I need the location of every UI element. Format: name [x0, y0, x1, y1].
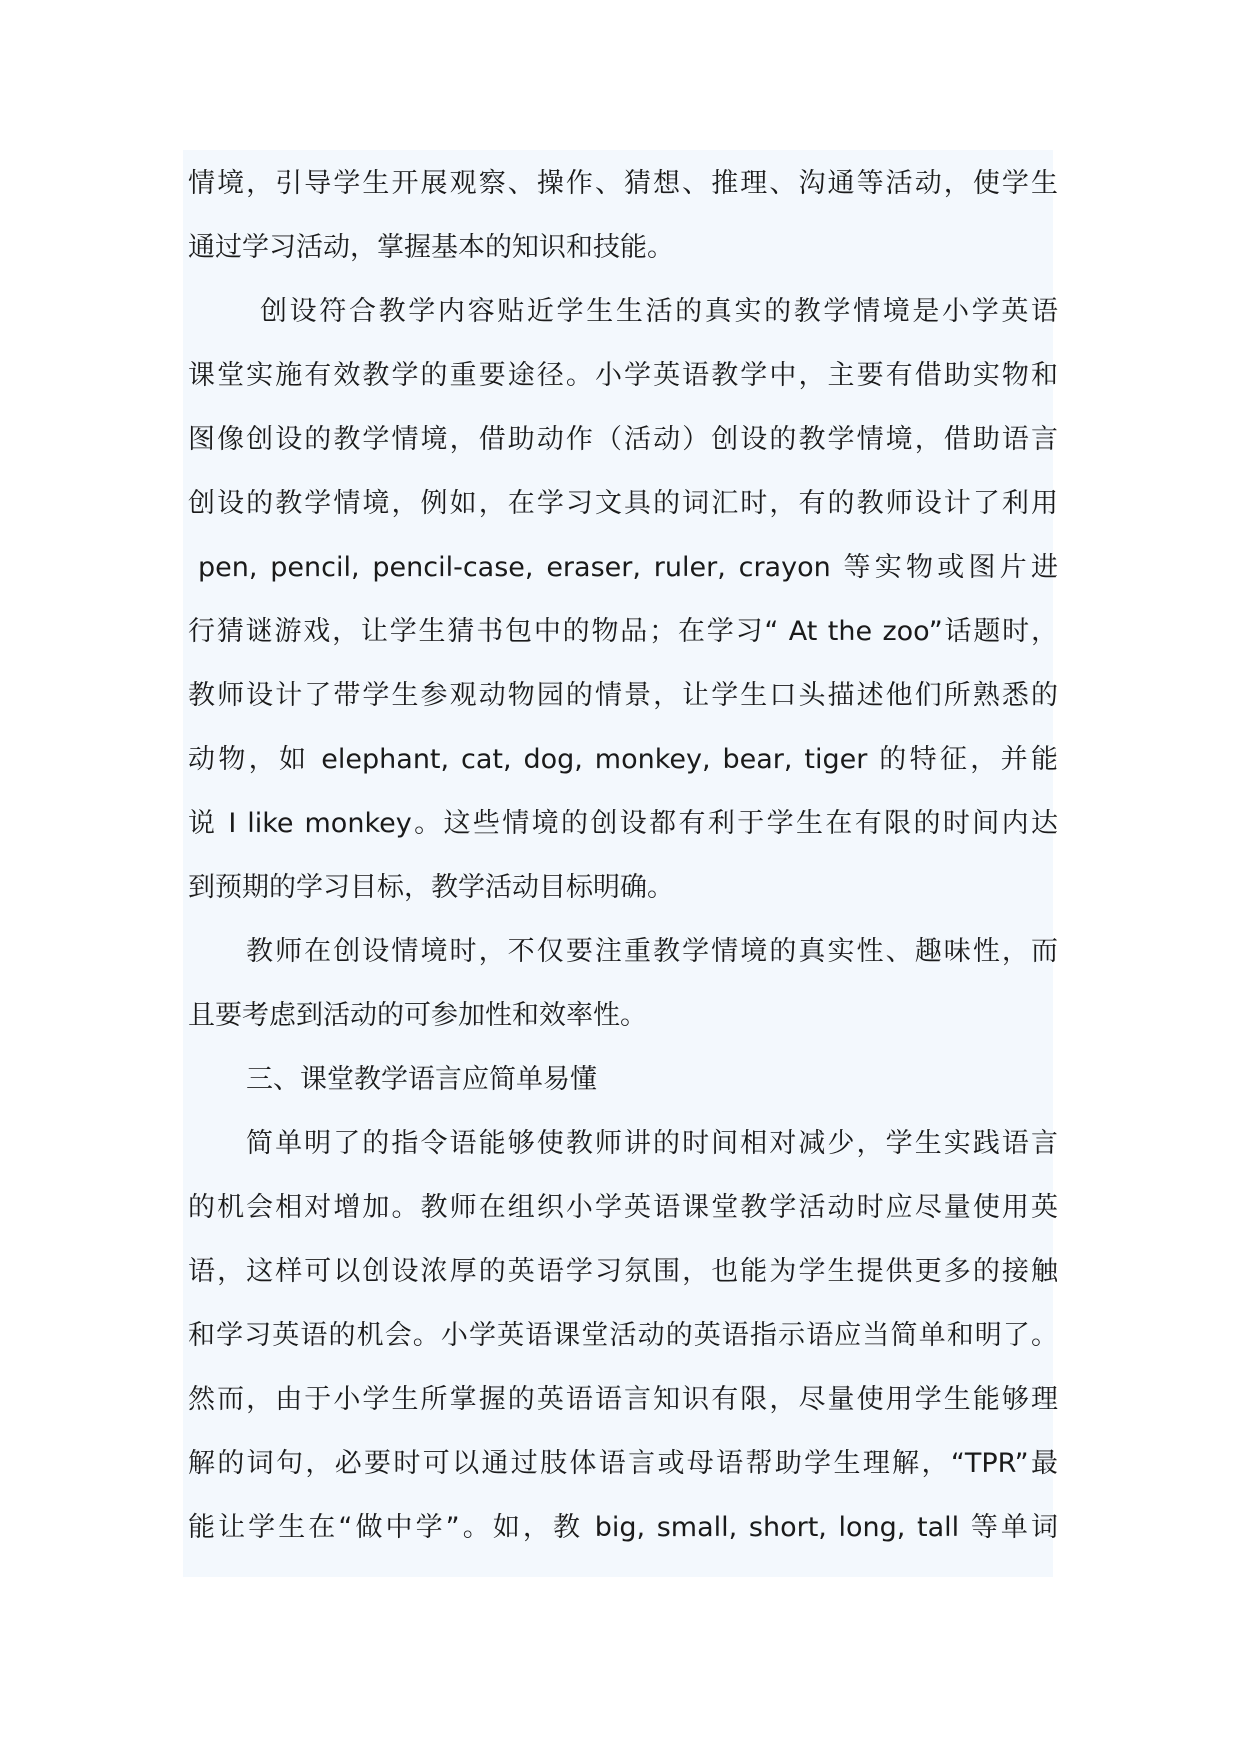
- text-line: 情境，引导学生开展观察、操作、猜想、推理、沟通等活动，使学生: [188, 168, 1058, 199]
- text-line: 语，这样可以创设浓厚的英语学习氛围，也能为学生提供更多的接触: [188, 1256, 1058, 1287]
- text-line: 且要考虑到活动的可参加性和效率性。: [188, 1000, 647, 1031]
- text-line: 和学习英语的机会。小学英语课堂活动的英语指示语应当简单和明了。: [188, 1320, 1058, 1351]
- section-heading: 三、课堂教学语言应简单易懂: [246, 1064, 597, 1095]
- text-line: 教师设计了带学生参观动物园的情景，让学生口头描述他们所熟悉的: [188, 680, 1058, 711]
- text-line: 课堂实施有效教学的重要途径。小学英语教学中，主要有借助实物和: [188, 360, 1058, 391]
- text-line: 动物，如 elephant, cat, dog, monkey, bear, tiger 的特征，并能: [188, 744, 1058, 775]
- text-line: 解的词句，必要时可以通过肢体语言或母语帮助学生理解，“TPR”最: [188, 1448, 1058, 1479]
- text-line: 到预期的学习目标，教学活动目标明确。: [188, 872, 674, 903]
- text-line: pen, pencil, pencil-case, eraser, ruler, crayon 等实物或图片进: [198, 552, 1058, 583]
- text-line: 通过学习活动，掌握基本的知识和技能。: [188, 232, 674, 263]
- text-line: 创设的教学情境，例如，在学习文具的词汇时，有的教师设计了利用: [188, 488, 1058, 519]
- document-text-block: [183, 150, 1058, 1577]
- text-line: 图像创设的教学情境，借助动作（活动）创设的教学情境，借助语言: [188, 424, 1058, 455]
- text-line: 行猜谜游戏，让学生猜书包中的物品；在学习“ At the zoo”话题时，: [188, 616, 1058, 647]
- text-line: 的机会相对增加。教师在组织小学英语课堂教学活动时应尽量使用英: [188, 1192, 1058, 1223]
- text-line: 说 I like monkey。这些情境的创设都有利于学生在有限的时间内达: [188, 808, 1058, 839]
- text-line: 然而，由于小学生所掌握的英语语言知识有限，尽量使用学生能够理: [188, 1384, 1058, 1415]
- text-line: 创设符合教学内容贴近学生生活的真实的教学情境是小学英语: [260, 296, 1058, 327]
- text-line: 简单明了的指令语能够使教师讲的时间相对减少，学生实践语言: [246, 1128, 1058, 1159]
- text-line: 教师在创设情境时，不仅要注重教学情境的真实性、趣味性，而: [246, 936, 1058, 967]
- text-line: 能让学生在“做中学”。如，教 big, small, short, long, tall 等单词: [188, 1512, 1058, 1543]
